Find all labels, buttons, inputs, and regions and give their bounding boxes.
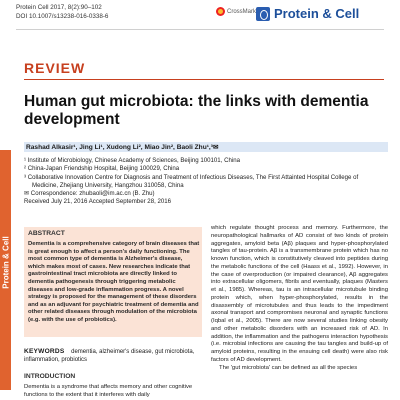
crossmark-badge[interactable]: [216, 7, 256, 16]
received-accepted-dates: Received July 21, 2016 Accepted September 28, 2016: [24, 198, 172, 206]
author-list: Rashad Alkasir¹, Jing Li¹, Xudong Li², Miao Jin², Baoli Zhu¹,³✉: [24, 142, 388, 152]
abstract-heading: ABSTRACT: [28, 230, 65, 237]
header-divider: [16, 29, 384, 30]
introduction-heading: INTRODUCTION: [24, 373, 76, 380]
affiliation-2: ² China-Japan Friendship Hospital, Beijing 100029, China: [24, 165, 180, 173]
crossmark-icon: [216, 7, 225, 16]
journal-header: [16, 4, 108, 21]
affiliations: [24, 157, 384, 207]
journal-sidebar-tab: [0, 150, 11, 390]
keywords-text: dementia, alzheimer's disease, gut microbiota, inflammation, probiotics: [24, 349, 195, 363]
crossmark-label: CrossMark: [227, 8, 257, 15]
sidebar-label: Protein & Cell: [1, 236, 11, 289]
right-column: [211, 225, 388, 372]
right-column-para-1: which regulate thought process and memory. Furthermore, the neuropathological hallmarks of AD consist of two kinds of protein aggregates, amyloid beta (Aβ) plaques and hyper-phosphorylated tangles of tau-protein. Aβ is a transmembrane protein which has no known function, which is constitutively cleaved into peptides during the metabolic functions of the cell (Haass et al., 1992). However, in the case of overproduction (or impaired clearance), Aβ aggregates into extracellular oligomers, fibrils and eventually, plaques (Masters et al., 1985). Whereas, tau is an intracellular microtubule binding protein which, when hyper-phosphorylated, results in the disassembly of microtubules and thus leads to the impediment axonal transport and compromises neuronal and synaptic functions (Iqbal et al., 2005). There are now several studies linking obesity and other metabolic disorders with an increased risk of AD. In addition, the inflammation and the pathogens interaction hypothesis (i.e. microbial infections are causing the tau tangles and build-up of amyloid proteins, resulting in the ensuing cell death) were also risk factors of AD development.: [211, 225, 388, 363]
article-title: Human gut microbiota: the links with dementia development: [24, 93, 369, 128]
keywords-label: KEYWORDS: [24, 348, 65, 355]
journal-citation: Protein Cell 2017, 8(2):90–102: [16, 4, 102, 11]
journal-brand-name: Protein & Cell: [274, 6, 360, 21]
affiliation-3: ³ Collaborative Innovation Centre for Diagnosis and Treatment of Infectious Diseases, The First Attainted Hospital College of: [24, 173, 359, 181]
affiliation-3-cont: Medicine, Zhejiang University, Hangzhou 310058, China: [32, 181, 184, 189]
abstract-text: Dementia is a comprehensive category of brain diseases that is great enough to affect a person's daily functioning. The most common type of dementia is Alzheimer's disease, which makes most of cases. New researches indicate that gastrointestinal tract microbiota are directly linked to dementia pathogenesis through triggering metabolic diseases and low-grade inflammation progress. A novel strategy is proposed for the management of these disorders and as an adjuvant for psychiatric treatment of dementia and other related diseases through modulation of the microbiota (e.g. with the use of probiotics).: [28, 241, 200, 323]
section-label: REVIEW: [24, 60, 86, 76]
section-divider: [24, 79, 384, 80]
protein-cell-logo-icon: [256, 7, 270, 21]
correspondence[interactable]: ✉ Correspondence: zhubaoli@im.ac.cn (B. Zhu): [24, 190, 155, 198]
keywords: [24, 348, 204, 364]
doi-link[interactable]: DOI 10.1007/s13238-016-0338-6: [16, 12, 109, 20]
affiliation-1: ¹ Institute of Microbiology, Chinese Academy of Sciences, Beijing 100101, China: [24, 157, 240, 164]
right-column-para-2: The 'gut microbiota' can be defined as all the species: [219, 364, 358, 371]
introduction-text: Dementia is a syndrome that affects memory and other cognitive functions to the extent that it interferes with daily: [24, 384, 193, 398]
journal-brand: [256, 6, 359, 21]
